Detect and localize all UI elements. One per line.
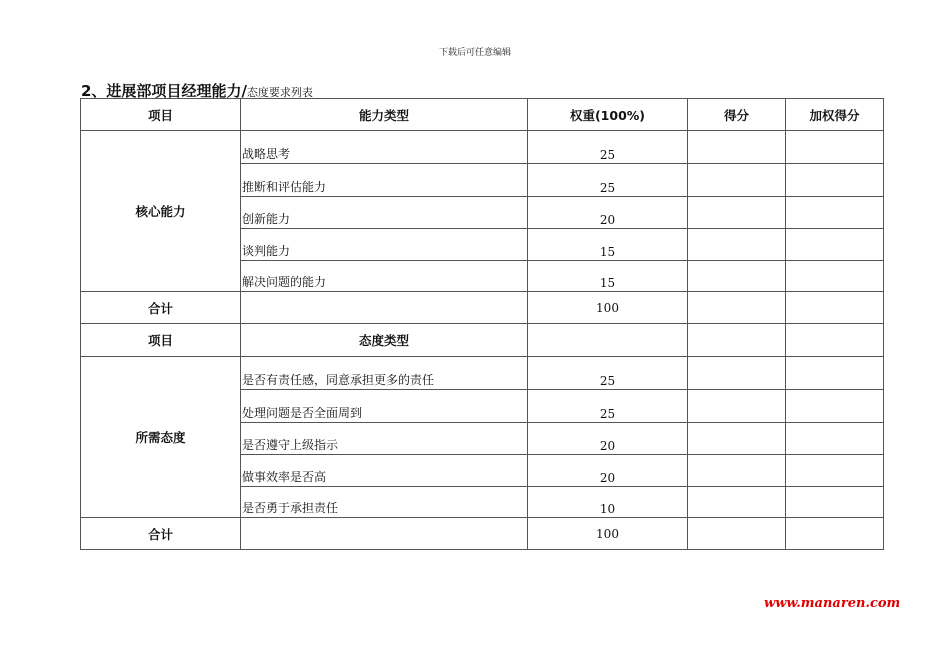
- core-total-weight: 100: [528, 292, 688, 324]
- score-cell[interactable]: [688, 487, 786, 518]
- header-ability-type: 能力类型: [241, 99, 528, 131]
- empty-cell: [528, 324, 688, 357]
- weighted-score-cell[interactable]: [786, 487, 884, 518]
- attitude-item-weight: 20: [528, 455, 688, 487]
- weighted-score-cell[interactable]: [786, 292, 884, 324]
- attitude-item-weight: 25: [528, 357, 688, 390]
- core-total-label: 合计: [81, 292, 241, 324]
- header-note: 下载后可任意编辑: [438, 48, 511, 58]
- score-cell[interactable]: [688, 131, 786, 164]
- core-item-name: 推断和评估能力: [241, 164, 528, 197]
- empty-cell: [688, 324, 786, 357]
- attitude-header-row: [81, 324, 884, 357]
- attitude-item-name: 是否有责任感，同意承担更多的责任: [241, 357, 528, 390]
- header-item: 项目: [81, 99, 241, 131]
- attitude-total-weight: 100: [528, 518, 688, 550]
- weighted-score-cell[interactable]: [786, 423, 884, 455]
- core-item-weight: 20: [528, 197, 688, 229]
- header-weight: 权重(100%): [528, 99, 688, 131]
- weighted-score-cell[interactable]: [786, 357, 884, 390]
- weighted-score-cell[interactable]: [786, 131, 884, 164]
- attitude-item-name: 是否勇于承担责任: [241, 487, 528, 518]
- weighted-score-cell[interactable]: [786, 455, 884, 487]
- attitude-label: 所需态度: [81, 357, 241, 518]
- attitude-header-type: 态度类型: [241, 324, 528, 357]
- attitude-item-weight: 25: [528, 390, 688, 423]
- core-item-name: 战略思考: [241, 131, 528, 164]
- core-item-weight: 15: [528, 261, 688, 292]
- header-score: 得分: [688, 99, 786, 131]
- weighted-score-cell[interactable]: [786, 164, 884, 197]
- core-item-name: 创新能力: [241, 197, 528, 229]
- section-title-main: 2、进展部项目经理能力/: [81, 82, 247, 100]
- requirements-table: [80, 98, 884, 550]
- core-ability-label: 核心能力: [81, 131, 241, 292]
- empty-cell: [786, 324, 884, 357]
- attitude-item-weight: 20: [528, 423, 688, 455]
- score-cell[interactable]: [688, 292, 786, 324]
- core-total-row: [81, 292, 884, 324]
- attitude-item-name: 处理问题是否全面周到: [241, 390, 528, 423]
- attitude-header-item: 项目: [81, 324, 241, 357]
- table-row: [81, 357, 884, 390]
- header-row: [81, 99, 884, 131]
- weighted-score-cell[interactable]: [786, 261, 884, 292]
- weighted-score-cell[interactable]: [786, 229, 884, 261]
- watermark-url: www.manaren.com: [764, 596, 901, 611]
- attitude-item-weight: 10: [528, 487, 688, 518]
- score-cell[interactable]: [688, 390, 786, 423]
- weighted-score-cell[interactable]: [786, 390, 884, 423]
- core-item-weight: 25: [528, 164, 688, 197]
- score-cell[interactable]: [688, 164, 786, 197]
- attitude-total-label: 合计: [81, 518, 241, 550]
- header-weighted-score: 加权得分: [786, 99, 884, 131]
- core-item-weight: 25: [528, 131, 688, 164]
- weighted-score-cell[interactable]: [786, 518, 884, 550]
- empty-cell: [241, 292, 528, 324]
- weighted-score-cell[interactable]: [786, 197, 884, 229]
- score-cell[interactable]: [688, 518, 786, 550]
- score-cell[interactable]: [688, 423, 786, 455]
- score-cell[interactable]: [688, 455, 786, 487]
- attitude-item-name: 做事效率是否高: [241, 455, 528, 487]
- score-cell[interactable]: [688, 261, 786, 292]
- core-item-weight: 15: [528, 229, 688, 261]
- empty-cell: [241, 518, 528, 550]
- score-cell[interactable]: [688, 197, 786, 229]
- core-item-name: 解决问题的能力: [241, 261, 528, 292]
- section-title-sub: 态度要求列表: [246, 86, 313, 99]
- score-cell[interactable]: [688, 357, 786, 390]
- score-cell[interactable]: [688, 229, 786, 261]
- attitude-total-row: [81, 518, 884, 550]
- attitude-item-name: 是否遵守上级指示: [241, 423, 528, 455]
- core-item-name: 谈判能力: [241, 229, 528, 261]
- table-row: [81, 131, 884, 164]
